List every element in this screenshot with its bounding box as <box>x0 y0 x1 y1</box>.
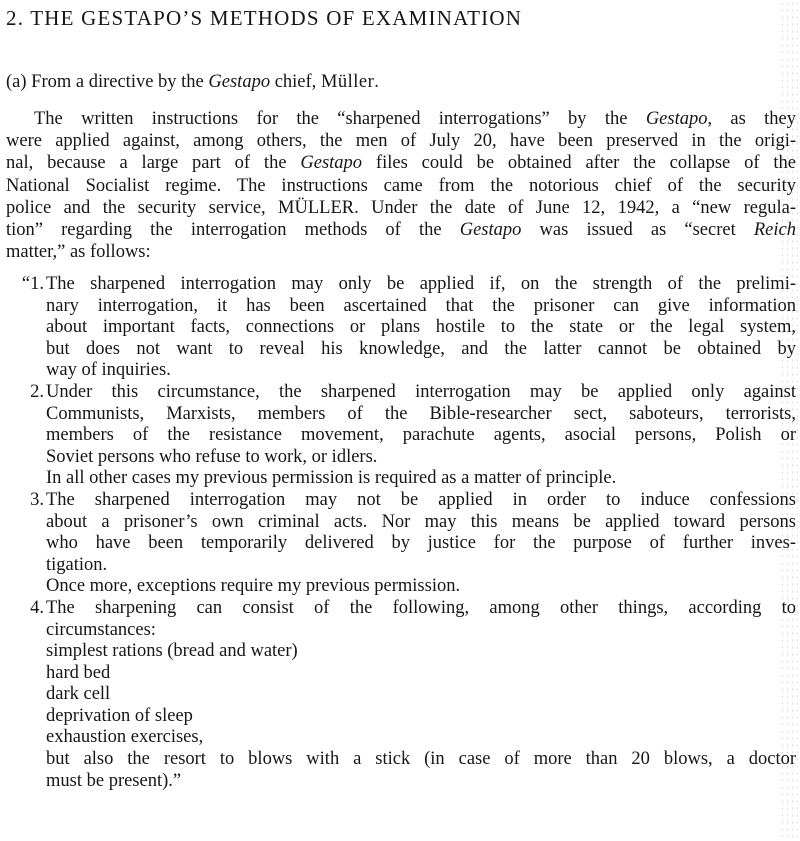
item-line: Under this circumstance, the sharpened interrogation may be applied only against <box>46 381 796 402</box>
item-line: tigation. <box>46 554 108 575</box>
intro-line: The written instructions for the “sharpened interrogations” by the Gestapo, as they <box>34 109 797 129</box>
intro-line: matter,” as follows: <box>6 242 151 263</box>
item-line: way of inquiries. <box>46 360 171 381</box>
intro-paragraph <box>6 108 796 263</box>
measure-item: dark cell <box>46 684 111 705</box>
item-line: circumstances: <box>46 619 156 640</box>
intro-line: were applied against, among others, the men of July 20, have been preserved in the origi- <box>6 131 796 152</box>
directive-item-4 <box>6 598 796 792</box>
item-line: Soviet persons who refuse to work, or idlers. <box>46 446 378 467</box>
directive-item-1 <box>6 274 796 382</box>
item-number: 3. <box>30 489 44 510</box>
subsection-gestapo: Gestapo <box>208 72 271 92</box>
item-number: 2. <box>30 381 44 402</box>
item-line: but does not want to reveal his knowledge, and the latter cannot be obtained by <box>46 338 796 359</box>
subsection-name: Müller <box>320 72 375 92</box>
measure-item: exhaustion exercises, <box>46 727 204 748</box>
item-line: about important facts, connections or plans hostile to the state or the legal system, <box>46 317 796 338</box>
item-line: must be present).” <box>46 770 182 791</box>
subsection-heading <box>6 72 379 93</box>
measure-item: simplest rations (bread and water) <box>46 641 298 662</box>
subsection-prefix: (a) From a directive by the <box>6 72 209 92</box>
intro-line: tion” regarding the interrogation methods of the Gestapo was issued as “secret Reich <box>6 220 796 241</box>
item-note: Once more, exceptions require my previous permission. <box>46 576 461 597</box>
subsection-suffix: . <box>374 72 379 92</box>
intro-line: police and the security service, MÜLLER. Under the date of June 12, 1942, a “new regula- <box>6 197 796 218</box>
subsection-middle: chief, <box>270 72 321 92</box>
directive-item-2 <box>6 382 796 490</box>
item-line: The sharpened interrogation may not be applied in order to induce confessions <box>46 489 796 510</box>
intro-line: nal, because a large part of the Gestapo files could be obtained after the collapse of the <box>6 153 796 174</box>
measure-item: hard bed <box>46 662 111 683</box>
section-title: 2. THE GESTAPO’S METHODS OF EXAMINATION <box>6 6 523 30</box>
item-line: but also the resort to blows with a stick (in case of more than 20 blows, a doctor <box>46 749 796 770</box>
item-line: members of the resistance movement, parachute agents, asocial persons, Polish or <box>46 425 796 446</box>
intro-line: National Socialist regime. The instructions came from the notorious chief of the security <box>6 175 796 196</box>
item-line: Communists, Marxists, members of the Bible-researcher sect, saboteurs, terrorists, <box>46 403 796 424</box>
directive-list <box>6 274 796 792</box>
measure-item: deprivation of sleep <box>46 705 193 726</box>
item-note: In all other cases my previous permission is required as a matter of principle. <box>46 468 617 489</box>
directive-item-3 <box>6 490 796 598</box>
item-line: about a prisoner’s own criminal acts. Nor may this means be applied toward persons <box>46 511 796 532</box>
item-line: nary interrogation, it has been ascertained that the prisoner can give information <box>46 295 796 316</box>
item-line: who have been temporarily delivered by justice for the purpose of further inves- <box>46 533 796 554</box>
item-line: The sharpened interrogation may only be applied if, on the strength of the prelimi- <box>46 274 796 294</box>
item-line: The sharpening can consist of the following, among other things, according to <box>46 597 796 618</box>
item-number: “1. <box>21 274 44 294</box>
item-number: 4. <box>30 597 44 618</box>
